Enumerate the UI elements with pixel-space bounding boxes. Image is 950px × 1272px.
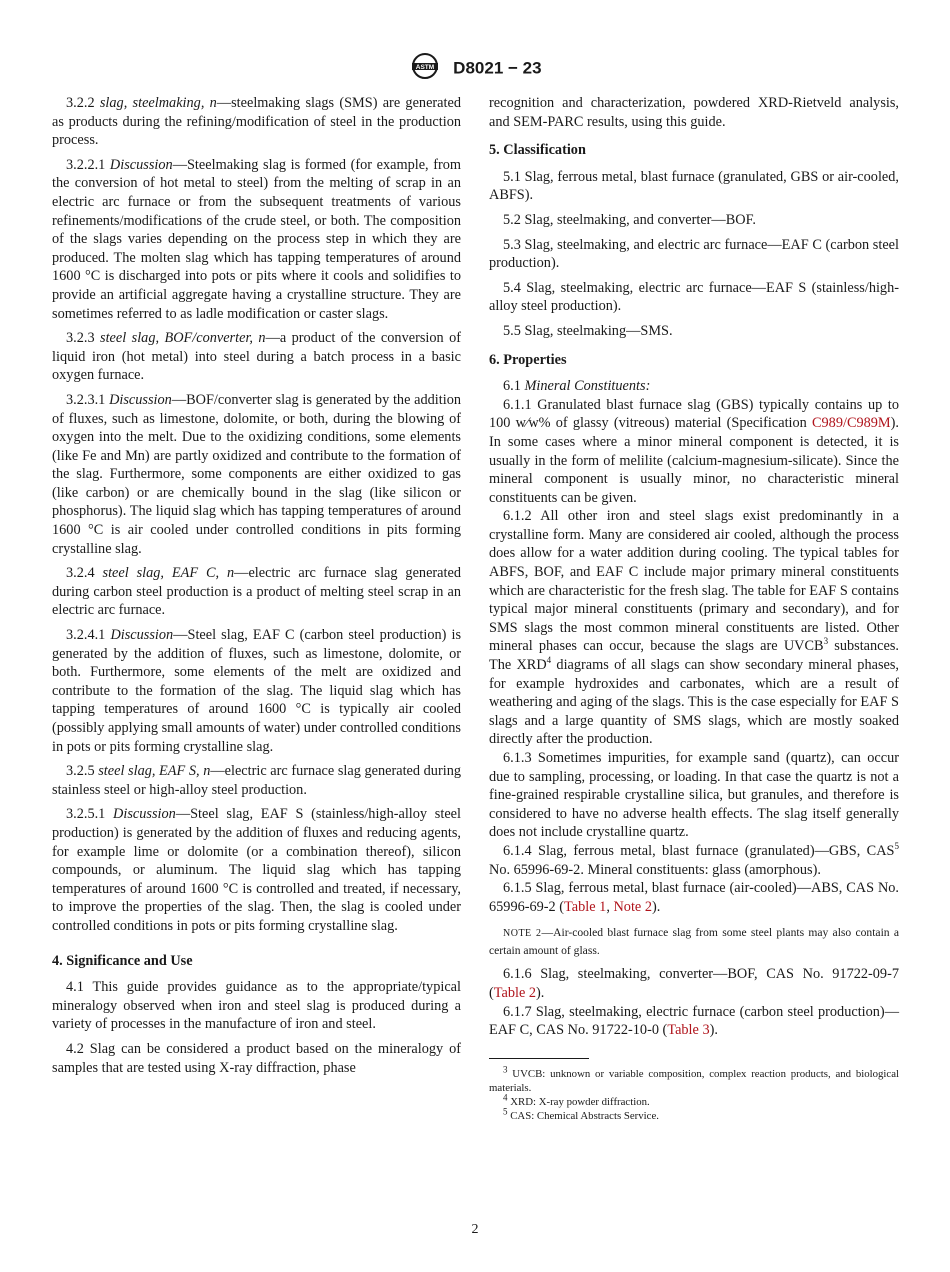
footnote-ref-4[interactable]: 4 (546, 655, 552, 666)
footnote-ref-3[interactable]: 3 (823, 636, 829, 647)
section-6-1-7: 6.1.7 Slag, steelmaking, electric furnace (carbon steel production)—EAF C, CAS No. 91722-10-0 (Table 3). (489, 1003, 899, 1039)
page-number: 2 (471, 1222, 479, 1237)
astm-logo-icon (408, 52, 442, 85)
section-6-1-2: 6.1.2 All other iron and steel slags exist predominantly in a crystalline form. Many are considered air cooled, although the process does allow for a water addition during cooling. The typical tables for ABFS, BOF, and EAF C include major primary mineral constituents which are characteristic for the fresh slag. The table for EAF S contains typical major mineral constituents (primary and secondary), and for SMS slags the most common mineral constituents are listed. Other mineral phases can occur, because the slags are UVCB$^3$ substances. The XRD$^4$ diagrams of all slags can show secondary mineral phases, for example hydroxides and carbonates, which are a result of weathering and aging of the slags. This is the case especially for EAF S slags and a large quantity of SMS slags, which are mostly soaked directly after the production. (489, 508, 899, 748)
right-column (489, 94, 899, 1123)
section-5-3: 5.3 Slag, steelmaking, and electric arc furnace—EAF C (carbon steel production). (489, 236, 899, 272)
document-designation: D8021 − 23 (453, 58, 542, 78)
footnote-ref-5[interactable]: 5 (894, 841, 899, 852)
section-3-2-5: 3.2.5 steel slag, EAF S, n—electric arc furnace slag generated during stainless steel or high-alloy steel production. (52, 763, 461, 798)
section-5-4: 5.4 Slag, steelmaking, electric arc furnace—EAF S (stainless/high-alloy steel production). (489, 279, 899, 315)
section-3-2-4-1: 3.2.4.1 Discussion—Steel slag, EAF C (carbon steel production) is generated by the addition of fluxes, such as limestone, dolomite, or both. Furthermore, some elements of the melt are oxidized and contribute to the formation of the slag. The liquid slag which has tapping temperatures of around 1600 °C is typically air cooled (possibly applying small amounts of water) under controlled conditions in pots or pits forming crystalline slag. (52, 627, 462, 755)
section-6-1-1: 6.1.1 Granulated blast furnace slag (GBS) typically contains up to 100 w⁄w% of glassy (vitreous) material (Specification C989/C989M). In some cases where a minor mineral component is detected, it is usually in the form of melilite (calcium-magnesium-silicate). Since the mineral component is usually minor, no characteristic mineral constituents can be given. (489, 396, 899, 506)
left-column (52, 94, 461, 1077)
section-5-1: 5.1 Slag, ferrous metal, blast furnace (granulated, GBS or air-cooled, ABFS). (489, 168, 899, 204)
link-c989[interactable]: C989/C989M (812, 415, 891, 432)
page-header (0, 52, 950, 85)
section-4-2: 4.2 Slag can be considered a product based on the mineralogy of samples that are tested using X-ray diffraction, phase (52, 1040, 461, 1076)
section-3-2-2: 3.2.2 slag, steelmaking, n—steelmaking slags (SMS) are generated as products during the refining/modification of steel in the production process. (52, 95, 461, 149)
section-4-1: 4.1 This guide provides guidance as to the appropriate/typical mineralogy observed when iron and steel slag is produced during a variety of processes in the manufacture of iron and steel. (52, 979, 461, 1033)
section-6-1-5: 6.1.5 Slag, ferrous metal, blast furnace (air-cooled)—ABS, CAS No. 65996-69-2 (Table 1, Note 2). (489, 880, 899, 915)
section-6-1-4: 6.1.4 Slag, ferrous metal, blast furnace (granulated)—GBS, CAS$^5$ No. 65996-69-2. Mineral constituents: glass (amorphous). (489, 841, 899, 878)
footnote-4: $^4$ XRD: X-ray powder diffraction. (503, 1092, 650, 1108)
section-5-5: 5.5 Slag, steelmaking—SMS. (503, 322, 673, 339)
link-table-1[interactable]: Table 1 (564, 898, 607, 915)
section-6-1-3: 6.1.3 Sometimes impurities, for example sand (quartz), can occur due to sampling, processing, or loading. In that case the quartz is not a fine-grained respirable crystalline silica, but granules, and therefore is considered to have no adverse health effects. The slag itself generally does not include crystalline quartz. (489, 750, 899, 841)
section-3-2-3: 3.2.3 steel slag, BOF/converter, n—a product of the conversion of liquid iron (hot metal) into steel during a batch process in a basic oxygen furnace. (52, 330, 461, 384)
footnote-5: $^5$ CAS: Chemical Abstracts Service. (503, 1106, 659, 1122)
heading-classification: 5. Classification (489, 142, 586, 159)
section-5-2: 5.2 Slag, steelmaking, and converter—BOF. (503, 211, 756, 228)
note-2: NOTE 2—Air-cooled blast furnace slag from some steel plants may also contain a certain amount of glass. (489, 926, 899, 958)
heading-significance: 4. Significance and Use (52, 952, 193, 969)
link-note-2[interactable]: Note 2 (613, 898, 652, 915)
section-6-1: 6.1 Mineral Constituents: (503, 378, 651, 395)
section-4-2-continued: recognition and characterization, powdered XRD-Rietveld analysis, and SEM-PARC results, using this guide. (489, 95, 899, 130)
section-3-2-4: 3.2.4 steel slag, EAF C, n—electric arc furnace slag generated during carbon steel production is a product of melting steel scrap in an electric arc furnace. (52, 565, 461, 619)
footnote-3: $^3$ UVCB: unknown or variable composition, complex reaction products, and biological materials. (489, 1064, 899, 1094)
link-table-3[interactable]: Table 3 (667, 1022, 710, 1039)
section-3-2-5-1: 3.2.5.1 Discussion—Steel slag, EAF S (stainless/high-alloy steel production) is generated by the addition of fluxes and reducing agents, for example lime or dolomite (or a combination thereof), silicon compounds, or aluminum. The liquid slag which has tapping temperatures of around 1600 °C is controlled and treated, if necessary, to improve the properties of the slag. Then, the slag is cooled under controlled conditions in pots or pits forming crystalline slag. (52, 806, 461, 934)
footnote-divider (489, 1058, 589, 1059)
link-table-2[interactable]: Table 2 (493, 984, 537, 1001)
heading-properties: 6. Properties (489, 351, 567, 368)
section-3-2-3-1: 3.2.3.1 Discussion—BOF/converter slag is generated by the addition of fluxes, such as limestone, dolomite, or both, during the blowing of oxygen into the melt. Due to the oxidizing conditions, some elements (like Fe and Mn) are partly oxidized and contribute to the formation of the slag. Furthermore, some components are either oxidized to gas (like carbon) or are chemically bound in the slag (like silicon or phosphorus). The liquid slag which has tapping temperatures of around 1600 °C is air cooled under controlled conditions in pits forming crystalline slag. (52, 391, 462, 557)
logo-text: ASTM (416, 64, 435, 71)
section-3-2-2-1: 3.2.2.1 Discussion—Steelmaking slag is formed (for example, from the conversion of hot metal to steel) from the melting of scrap in an electric arc furnace or from the subsequent treatments of various refinements/modifications of the crude steel, or both. The composition of the slags varies depending on the process step in which they are produced. The molten slag which has tapping temperatures of around 1600 °C is discharged into pots or pits where it cools and solidifies to provide an artificial aggregate having a crystalline structure. They are sometimes referred to as ladle modification or caster slags. (52, 156, 462, 322)
section-6-1-6: 6.1.6 Slag, steelmaking, converter—BOF, CAS No. 91722-09-7 (Table 2). (489, 966, 899, 1001)
